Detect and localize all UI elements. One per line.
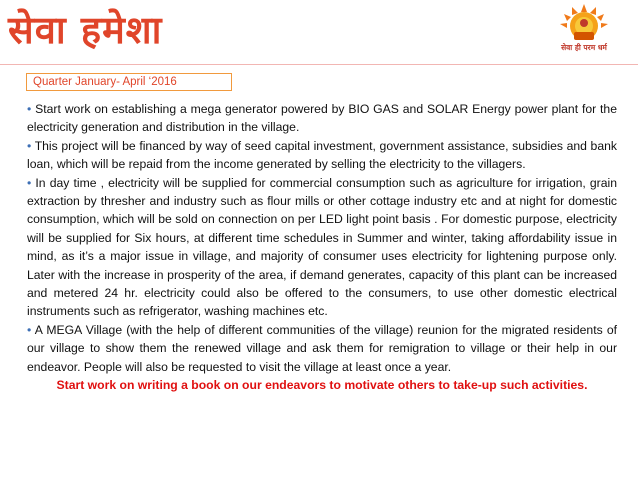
logo-caption: सेवा ही परम धर्म [561,43,607,52]
bullet-text: Start work on establishing a mega generator powered by BIO GAS and SOLAR Energy power plant for the electricity generation and distribution in the village. [27,102,617,135]
brand-title: सेवा हमेशा [8,8,163,52]
sun-deity-icon [538,2,630,42]
closing-line: Start work on writing a book on our endeavors to motivate others to take-up such activities. [56,378,588,393]
bullet-text: This project will be financed by way of seed capital investment, government assistance, subsidies and bank loan, which will be repaid from the income generated by selling the electricity to the villagers. [27,138,617,172]
bullet-item [27,321,617,376]
bullet-marker: • [27,102,32,116]
content-body [27,100,617,395]
logo [538,2,630,60]
bullet-text: A MEGA Village (with the help of different communities of the village) reunion for the migrated residents of our village to show them the renewed village and ask them for remigration to village or their help in our endeavor. People will also be requested to visit the village at least once a year. [27,322,617,374]
bullet-item [27,174,617,321]
bullet-text: In day time , electricity will be supplied for commercial consumption such as agriculture for irrigation, grain extraction by thresher and industry such as flour mills or other cottage industry etc and at night for domestic consumption, which will be sold on connection on per LED light point basis . For domestic purpose, electricity will be supplied for Six hours, at different time schedules in Summer and winter, taking affordability issue in mind, as it’s a major issue in village, and majority of consumer uses electricity for lightening purpose only. Later with the increase in prosperity of the area, if demand generates, capacity of this plant can be increased and metered 24 hr. electricity could also be offered to the consumers, to use other domestic electrical instruments such as refrigerator, washing machines etc. [27,175,617,319]
bullet-marker: • [27,322,32,337]
bullet-item [27,137,617,174]
header-divider [0,64,638,65]
bullet-marker: • [27,175,32,190]
bullet-marker: • [27,138,32,153]
quarter-label: Quarter January- April ‘2016 [26,73,232,91]
bullet-item [27,100,617,137]
header [0,0,638,66]
